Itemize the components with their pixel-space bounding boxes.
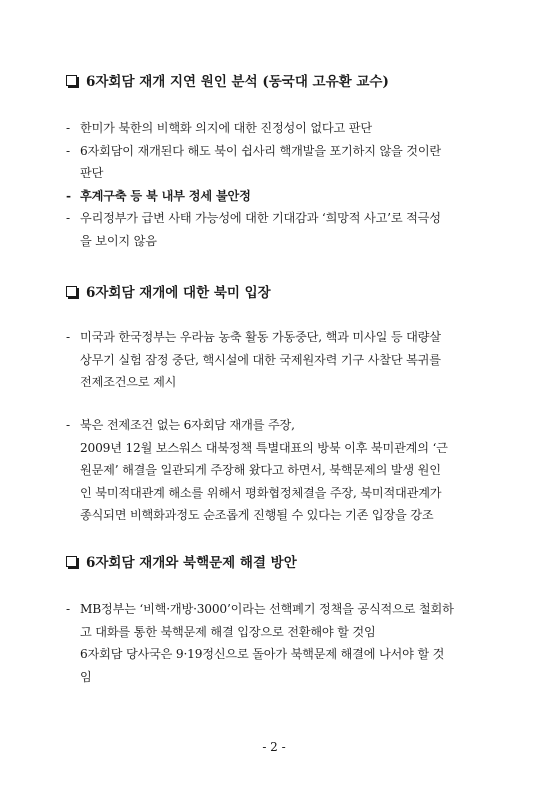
section-heading-1 (66, 70, 389, 90)
square-bullet-icon (66, 75, 77, 86)
section-2-item-2 (66, 414, 496, 527)
list-item: 6자회담 당사국은 9·19정신으로 돌아가 북핵문제 해결에 나서야 할 것 (80, 647, 445, 661)
list-item-continuation: 임 (80, 669, 92, 684)
section-3-list (66, 598, 496, 688)
square-bullet-icon (66, 286, 77, 297)
section-heading-2 (66, 281, 271, 301)
list-item-continuation: 2009년 12월 보스워스 대북정책 특별대표의 방북 이후 북미관계의 ‘근 (80, 440, 448, 455)
list-item-continuation: 을 보이지 않음 (80, 233, 157, 248)
list-item-continuation: 판단 (80, 166, 104, 180)
list-item: - 미국과 한국정부는 우라늄 농축 활동 가동중단, 핵과 미사일 등 대량살 (66, 330, 441, 344)
square-bullet-icon (66, 556, 77, 567)
section-title: 6자회담 재개에 대한 북미 입장 (86, 285, 271, 301)
list-item-continuation: 상무기 실험 잠정 중단, 핵시설에 대한 국제원자력 기구 사찰단 복귀를 (80, 352, 441, 367)
section-heading-3 (66, 551, 297, 571)
list-item: - 우리정부가 급변 사태 가능성에 대한 기대감과 ‘희망적 사고’로 적극성 (66, 211, 441, 225)
list-item: - MB정부는 ‘비핵·개방·3000’이라는 선핵폐기 정책을 공식적으로 철회하 (66, 602, 454, 616)
list-item-continuation: 인 북미적대관계 해소를 위해서 평화협정체결을 주장, 북미적대관계가 (80, 485, 442, 500)
section-title: 6자회담 재개와 북핵문제 해결 방안 (86, 555, 297, 571)
list-item-continuation: 원문제’ 해결을 일관되게 주장해 왔다고 하면서, 북핵문제의 발생 원인 (80, 463, 441, 477)
section-title: 6자회담 재개 지연 원인 분석 (동국대 고유환 교수) (86, 74, 389, 90)
section-2-item-1 (66, 326, 496, 394)
list-item: - 6자회담이 재개된다 해도 북이 쉽사리 핵개발을 포기하지 않을 것이란 (66, 143, 441, 158)
list-item-continuation: 전제조건으로 제시 (80, 375, 177, 389)
list-item: - 후계구축 등 북 내부 정세 불안정 (66, 188, 251, 203)
section-1-list (66, 117, 496, 252)
list-item-continuation: 종식되면 비핵화과정도 순조롭게 진행될 수 있다는 기존 입장을 강조 (80, 508, 434, 522)
list-item: - 북은 전제조건 없는 6자회담 재개를 주장, (66, 418, 295, 432)
list-item-continuation: 고 대화를 통한 북핵문제 해결 입장으로 전환해야 할 것임 (80, 624, 376, 639)
list-item: - 한미가 북한의 비핵화 의지에 대한 진정성이 없다고 판단 (66, 121, 372, 135)
page-number: - 2 - (262, 740, 286, 754)
